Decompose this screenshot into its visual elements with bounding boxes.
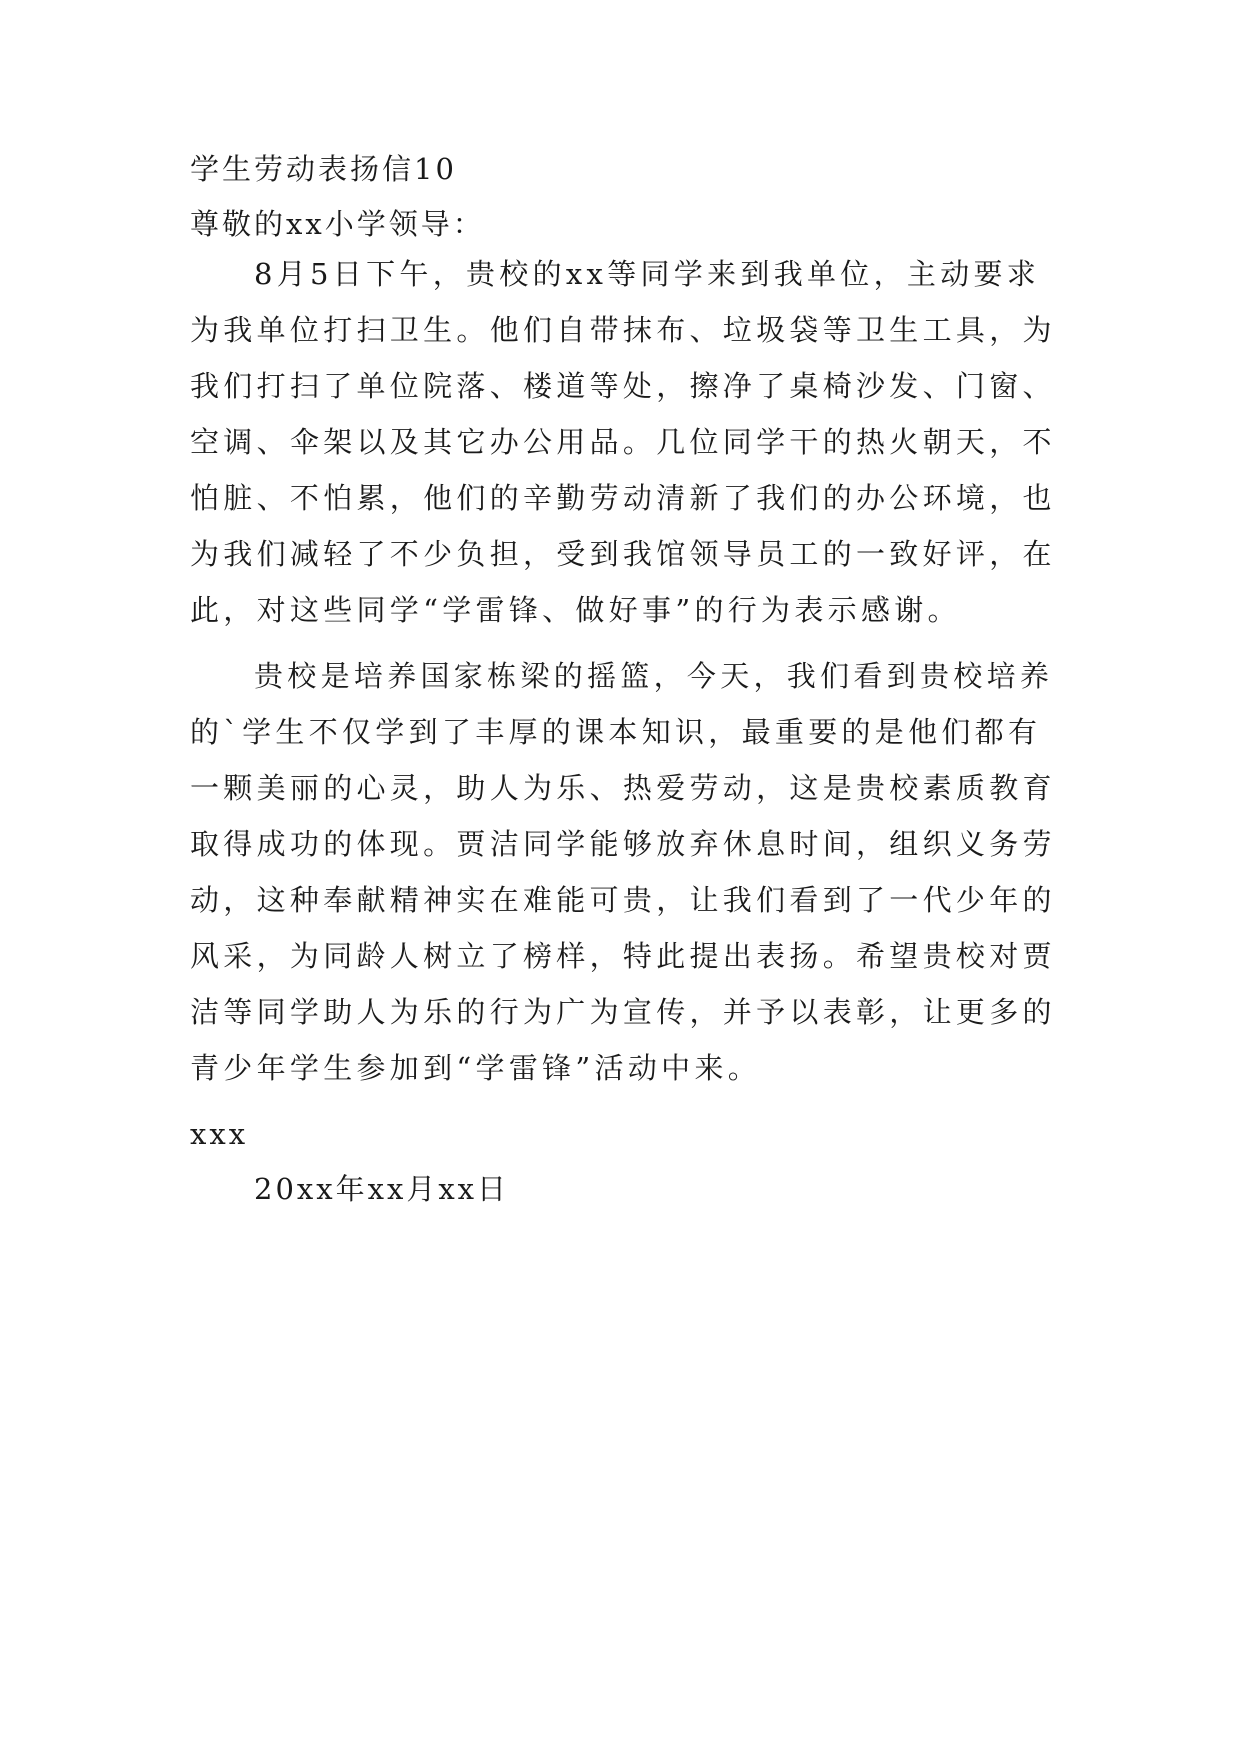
paragraph-1-line: 空调、伞架以及其它办公用品。几位同学干的热火朝天，不 — [190, 425, 1056, 459]
document-title: 学生劳动表扬信10 — [190, 152, 457, 186]
paragraph-2-line: 洁等同学助人为乐的行为广为宣传，并予以表彰，让更多的 — [190, 995, 1056, 1029]
salutation: 尊敬的xx小学领导： — [190, 207, 485, 241]
paragraph-1-line: 8月5日下午，贵校的xx等同学来到我单位，主动要求 — [254, 257, 1041, 291]
paragraph-2-line: 动，这种奉献精神实在难能可贵，让我们看到了一代少年的 — [190, 883, 1056, 917]
paragraph-1-line: 为我单位打扫卫生。他们自带抹布、垃圾袋等卫生工具，为 — [190, 313, 1056, 347]
date: 20xx年xx月xx日 — [254, 1172, 510, 1206]
paragraph-1-line: 为我们减轻了不少负担，受到我馆领导员工的一致好评，在 — [190, 537, 1056, 571]
paragraph-2-line: 青少年学生参加到“学雷锋”活动中来。 — [190, 1051, 762, 1085]
paragraph-1-line: 我们打扫了单位院落、楼道等处，擦净了桌椅沙发、门窗、 — [190, 369, 1056, 403]
paragraph-1-line: 怕脏、不怕累，他们的辛勤劳动清新了我们的办公环境，也 — [190, 481, 1056, 515]
paragraph-2-line: 取得成功的体现。贾洁同学能够放弃休息时间，组织义务劳 — [190, 827, 1056, 861]
paragraph-2-line: 风采，为同龄人树立了榜样，特此提出表扬。希望贵校对贾 — [190, 939, 1056, 973]
paragraph-2-line: 贵校是培养国家栋梁的摇篮，今天，我们看到贵校培养 — [254, 659, 1054, 693]
paragraph-2-line: 的`学生不仅学到了丰厚的课本知识，最重要的是他们都有 — [190, 715, 1042, 749]
paragraph-2-line: 一颗美丽的心灵，助人为乐、热爱劳动，这是贵校素质教育 — [190, 771, 1056, 805]
signature: xxx — [190, 1117, 249, 1151]
paragraph-1-line: 此，对这些同学“学雷锋、做好事”的行为表示感谢。 — [190, 593, 961, 627]
